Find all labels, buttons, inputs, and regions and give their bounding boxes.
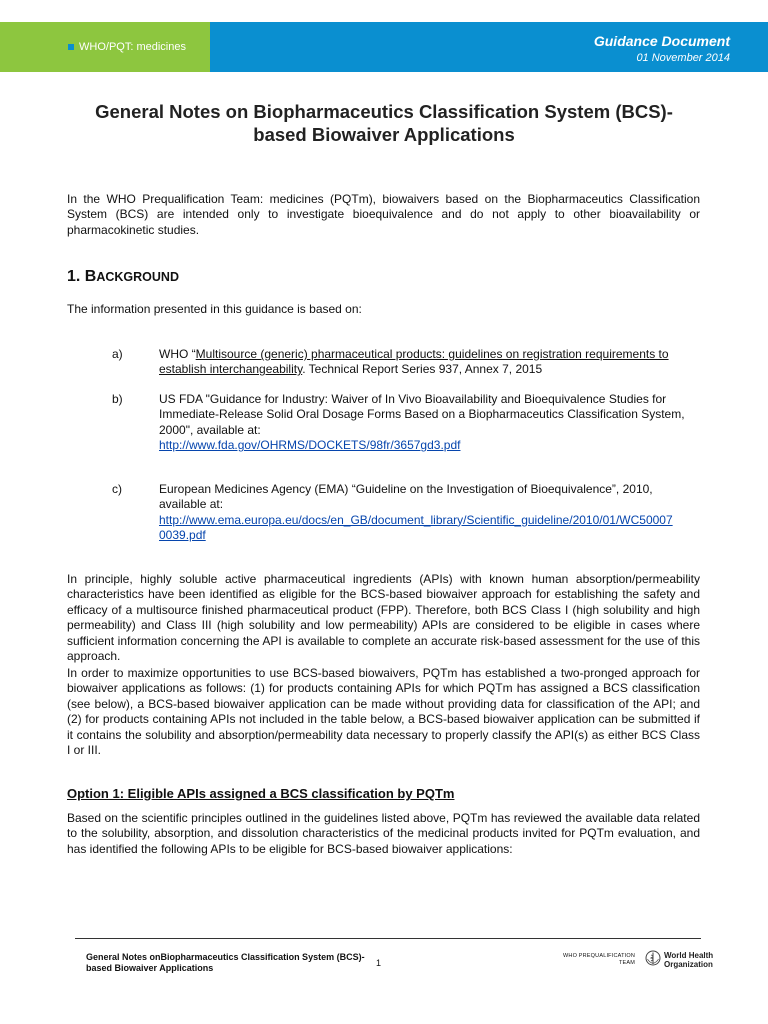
intro-paragraph: In the WHO Prequalification Team: medicines (PQTm), biowaivers based on the Biopharmaceutics Classification System (BCS) are intended only to investigate bioequivalence and do not apply to other bioavailability or pharmacokinetic studies. xyxy=(67,192,700,237)
who-emblem-icon xyxy=(645,950,661,966)
footer-page-number: 1 xyxy=(376,958,382,968)
footer-doc-title xyxy=(86,952,386,974)
section-heading-background xyxy=(67,268,179,286)
ref-a-text xyxy=(159,347,700,378)
page-title-line2: based Biowaiver Applications xyxy=(253,124,515,145)
option1-heading: Option 1: Eligible APIs assigned a BCS classification by PQTm xyxy=(67,786,455,801)
ref-c-letter: c) xyxy=(112,482,122,496)
footer-team-label xyxy=(563,953,635,967)
header-program-bar xyxy=(0,22,210,72)
footer-divider xyxy=(75,938,701,939)
header-date: 01 November 2014 xyxy=(636,52,730,64)
ref-b-body: US FDA "Guidance for Industry: Waiver of In Vivo Bioavailability and Bioequivalence Studies for Immediate-Release Solid Oral Dosage Forms Based on a Biopharmaceutics Classification System, 2000", available at: xyxy=(159,392,685,437)
ref-b-text xyxy=(159,392,700,454)
header-doc-bar xyxy=(210,22,768,72)
ref-a-pre: WHO “ xyxy=(159,347,196,361)
section-heading-text: ACKGROUND xyxy=(96,270,179,284)
ref-b-letter: b) xyxy=(112,392,123,406)
ref-a-link[interactable]: Multisource (generic) pharmaceutical products: guidelines on registration requirements to establish interchangeability xyxy=(159,347,669,377)
section-heading-number: 1. B xyxy=(67,268,97,285)
option1-paragraph: Based on the scientific principles outlined in the guidelines listed above, PQTm has reviewed the available data related to the solubility, absorption, and dissolution characteristics of the medicinal products invited for PQTm evaluation, and has identified the following APIs to be eligible for BCS-based biowaiver applications: xyxy=(67,811,700,856)
ref-b-url-link[interactable]: http://www.fda.gov/OHRMS/DOCKETS/98fr/3657gd3.pdf xyxy=(159,438,461,453)
ref-c-url-link[interactable]: http://www.ema.europa.eu/docs/en_GB/document_library/Scientific_guideline/2010/01/WC50007 0039.pdf xyxy=(159,512,673,543)
footer-who-line2: Organization xyxy=(664,960,713,969)
approach-paragraph: In order to maximize opportunities to use BCS-based biowaivers, PQTm has established a two-pronged approach for biowaiver applications as follows: (1) for products containing APIs for which PQTm has assigned a BCS classification (see below), a BCS-based biowaiver application can be made without providing data for classification of the API; and (2) for products containing APIs not included in the table below, a BCS-based biowaiver application can be submitted if it contains the solubility and absorption/permeability data necessary to properly classify the API(s) as either BCS Class I or III. xyxy=(67,666,700,758)
page-title-line1: General Notes on Biopharmaceutics Classification System (BCS)- xyxy=(95,101,673,122)
footer-team-line2: TEAM xyxy=(618,960,636,966)
ref-a-post: . Technical Report Series 937, Annex 7, 2015 xyxy=(302,362,543,377)
ref-a-letter: a) xyxy=(112,347,123,361)
header-doc-type: Guidance Document xyxy=(593,33,730,49)
footer-title-line1: General Notes onBiopharmaceutics Classification System (BCS)- xyxy=(86,952,365,962)
principle-paragraph: In principle, highly soluble active pharmaceutical ingredients (APIs) with known human absorption/permeability characteristics have been identified as eligible for the BCS-based biowaiver approach for establishing the safety and efficacy of a multisource finished pharmaceutical product (FPP). Therefore, both BCS Class I (high solubility and high permeability) and Class III (high solubility and low permeability) APIs are considered to be eligible in cases where sufficient information concerning the API is available to complete an accurate risk-based assessment for the use of this approach. xyxy=(67,572,700,664)
section-lead: The information presented in this guidance is based on: xyxy=(67,302,362,316)
ref-c-text xyxy=(159,482,700,544)
header-program-label: WHO/PQT: medicines xyxy=(79,41,186,53)
ref-c-body: European Medicines Agency (EMA) “Guideline on the Investigation of Bioequivalence”, 2010, available at: xyxy=(159,482,653,512)
footer-title-line2: based Biowaiver Applications xyxy=(86,963,214,973)
page-title xyxy=(60,100,708,146)
bullet-square-icon xyxy=(68,44,74,50)
footer-team-line1: WHO PREQUALIFICATION xyxy=(563,953,636,959)
footer-who-line1: World Health xyxy=(664,951,714,960)
footer-who-logo-text xyxy=(664,951,713,969)
